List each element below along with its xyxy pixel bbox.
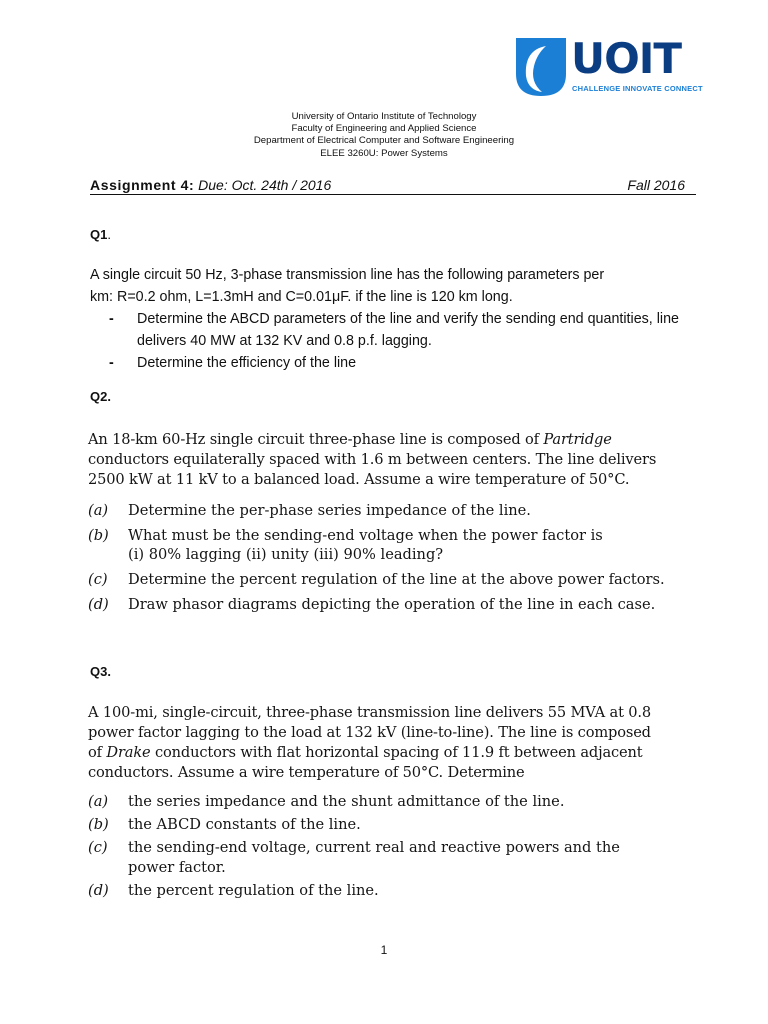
item-label: (b) — [88, 816, 109, 833]
item-label: (a) — [88, 502, 109, 519]
q2-item-d — [88, 595, 680, 614]
item-text: Determine the percent regulation of the line at the above power factors. — [128, 571, 665, 588]
item-label: (b) — [88, 527, 109, 544]
assignment-line — [90, 177, 696, 193]
item-text: Draw phasor diagrams depicting the operation of the line in each case. — [128, 596, 656, 613]
q2-paragraph — [88, 430, 680, 490]
q2-para-part2: conductors equilaterally spaced with 1.6 m between centers. The line delivers 2500 kW at 11 kV to a balanced load. Assume a wire temperature of 50°C. — [88, 451, 657, 488]
q3-item-b — [88, 815, 662, 835]
bullet-dash-icon: - — [109, 311, 114, 327]
uoit-shield-icon — [516, 38, 566, 96]
faculty-name: Faculty of Engineering and Applied Science — [291, 123, 477, 135]
logo-tagline: CHALLENGE INNOVATE CONNECT — [572, 84, 703, 93]
assignment-label: Assignment 4: — [90, 177, 195, 193]
item-text: the sending-end voltage, current real and reactive powers and the power factor. — [128, 839, 620, 876]
q2-body — [88, 430, 680, 620]
q1-bullet — [90, 352, 690, 374]
q2-item-c — [88, 570, 680, 589]
q3-label: Q3. — [90, 664, 111, 679]
item-label: (c) — [88, 839, 108, 856]
q2-para-part1: An 18-km 60-Hz single circuit three-phase line is composed of — [88, 431, 544, 448]
q2-item-a — [88, 501, 680, 520]
institution-header — [0, 111, 768, 160]
item-label: (d) — [88, 882, 109, 899]
item-text: the percent regulation of the line. — [128, 882, 379, 899]
q1-label-suffix: . — [107, 227, 111, 242]
q2-item-b — [88, 526, 680, 564]
q3-item-c — [88, 838, 662, 878]
q3-item-a — [88, 792, 662, 812]
q2-items — [88, 501, 680, 614]
uoit-logo — [516, 34, 712, 100]
q3-paragraph — [88, 703, 662, 783]
item-text: What must be the sending-end voltage when the power factor is — [128, 527, 603, 544]
header-rule — [90, 194, 696, 195]
q1-body — [90, 264, 690, 374]
item-text: the ABCD constants of the line. — [128, 816, 361, 833]
q3-body — [88, 703, 662, 904]
term: Fall 2016 — [627, 177, 685, 193]
department-name: Department of Electrical Computer and Software Engineering — [253, 135, 515, 147]
q1-bullet-text: Determine the ABCD parameters of the line and verify the sending end quantities, line delivers 40 MW at 132 KV and 0.8 p.f. lagging. — [137, 311, 680, 349]
q1-bullets — [90, 308, 690, 374]
q2-para-emphasis: Partridge — [543, 431, 612, 448]
q1-bullet-text: Determine the efficiency of the line — [137, 355, 357, 371]
due-date: Due: Oct. 24th / 2016 — [198, 177, 332, 193]
item-subtext: (i) 80% lagging (ii) unity (iii) 90% leading? — [128, 546, 444, 563]
item-label: (a) — [88, 793, 109, 810]
q3-para-part1: A 100-mi, single-circuit, three-phase transmission line delivers 55 MVA at 0.8 power factor lagging to the load at 132 kV (line-to-line). The line is composed of — [88, 704, 652, 761]
q3-items — [88, 792, 662, 901]
page-number: 1 — [380, 943, 388, 957]
q1-label-text: Q1 — [90, 227, 108, 242]
q3-item-d — [88, 881, 662, 901]
item-text: Determine the per-phase series impedance of the line. — [128, 502, 531, 519]
q3-para-emphasis: Drake — [106, 744, 151, 761]
item-label: (d) — [88, 596, 109, 613]
q1-bullet — [90, 308, 690, 352]
logo-wordmark: UOIT — [571, 34, 682, 83]
item-label: (c) — [88, 571, 108, 588]
course-name: ELEE 3260U: Power Systems — [320, 147, 448, 159]
university-name: University of Ontario Institute of Technology — [291, 111, 477, 122]
q3-para-part2: conductors with flat horizontal spacing of 11.9 ft between adjacent conductors. Assume a wire temperature of 50°C. Determine — [88, 744, 643, 781]
q2-label: Q2. — [90, 389, 111, 404]
bullet-dash-icon: - — [109, 355, 114, 371]
item-text: the series impedance and the shunt admittance of the line. — [128, 793, 565, 810]
q1-intro-line2: km: R=0.2 ohm, L=1.3mH and C=0.01μF. if the line is 120 km long. — [90, 289, 513, 305]
q1-label — [90, 227, 111, 242]
q1-intro-line1: A single circuit 50 Hz, 3-phase transmission line has the following parameters per — [90, 267, 605, 283]
